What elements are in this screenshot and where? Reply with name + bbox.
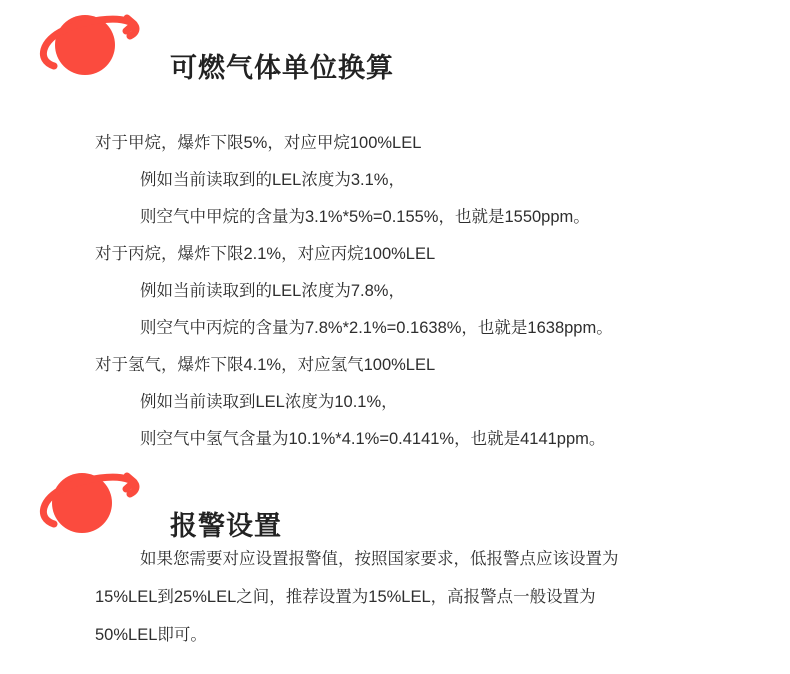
section-body-1: [0, 125, 790, 458]
text-line: 对于甲烷，爆炸下限5%，对应甲烷100%LEL: [95, 134, 422, 152]
text-line: 对于氢气，爆炸下限4.1%，对应氢气100%LEL: [95, 356, 436, 374]
planet-icon: [30, 0, 140, 100]
paragraph-text: 如果您需要对应设置报警值，按照国家要求，低报警点应该设置为15%LEL到25%LEL之间，推荐设置为15%LEL，高报警点一般设置为50%LEL即可。: [95, 550, 619, 644]
section-title: 可燃气体单位换算: [170, 53, 394, 83]
section-title: 报警设置: [170, 511, 282, 541]
text-line: 对于丙烷，爆炸下限2.1%，对应丙烷100%LEL: [95, 245, 436, 263]
text-line: 则空气中丙烷的含量为7.8%*2.1%=0.1638%，也就是1638ppm。: [140, 319, 613, 337]
paragraph: [95, 540, 655, 654]
section-body-2: [0, 540, 790, 654]
text-line: 例如当前读取到的LEL浓度为7.8%，: [140, 282, 405, 300]
text-line: 例如当前读取到的LEL浓度为3.1%，: [140, 171, 405, 189]
text-line: 例如当前读取到LEL浓度为10.1%，: [140, 393, 398, 411]
section-header-1: [0, 0, 790, 100]
text-line: 则空气中甲烷的含量为3.1%*5%=0.155%，也就是1550ppm。: [140, 208, 590, 226]
text-line: 则空气中氢气含量为10.1%*4.1%=0.4141%，也就是4141ppm。: [140, 430, 606, 448]
